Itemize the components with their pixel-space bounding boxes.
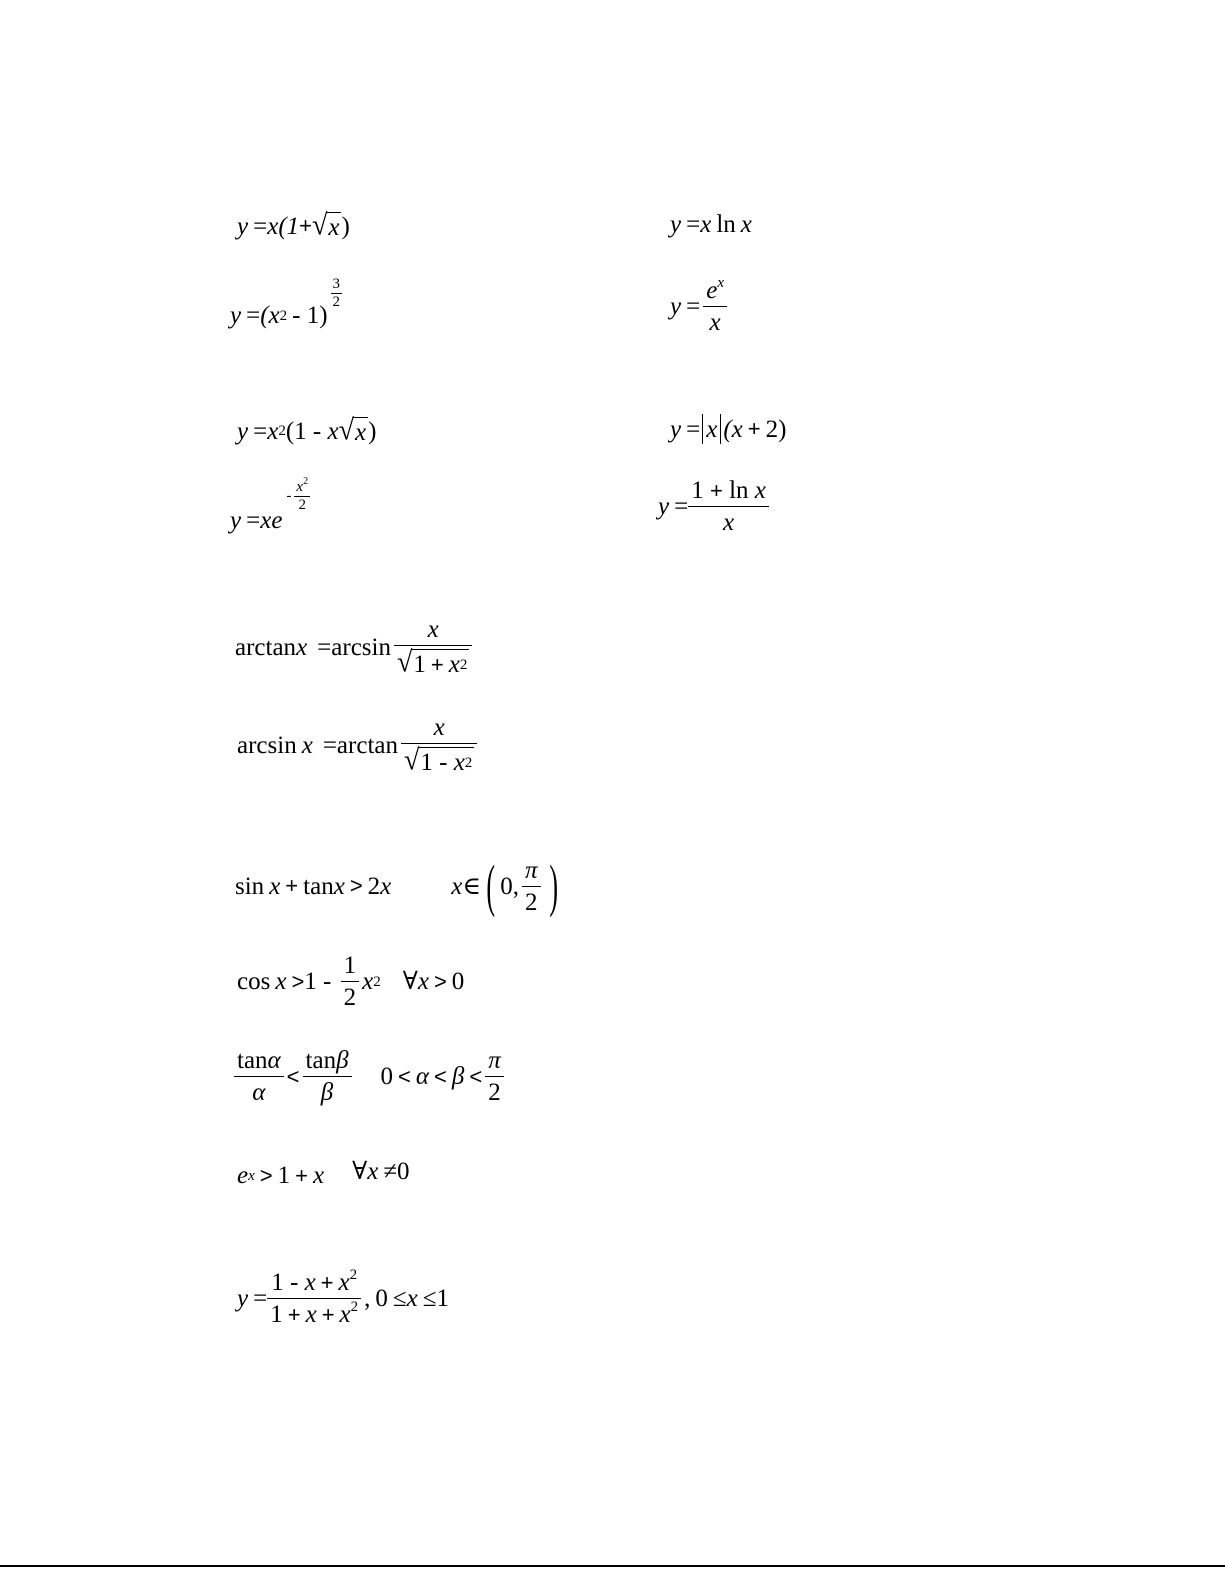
element-of: ∈ bbox=[462, 872, 481, 900]
fraction bbox=[401, 714, 477, 778]
equals-sign: = bbox=[674, 493, 689, 520]
absolute-value: x bbox=[702, 414, 721, 444]
greater-than: > bbox=[433, 968, 447, 994]
fraction-pi-half bbox=[485, 1048, 504, 1105]
var-x: x bbox=[296, 633, 308, 661]
sqrt: √ x bbox=[312, 209, 340, 242]
less-than: < bbox=[469, 1063, 483, 1089]
num-x2: x bbox=[338, 1269, 350, 1296]
arg-x: x bbox=[740, 211, 752, 238]
formula-4 bbox=[670, 274, 730, 336]
mid-term: - 1) bbox=[292, 302, 328, 329]
less-than: < bbox=[398, 1063, 411, 1089]
fn-cos: cos bbox=[237, 968, 271, 995]
two: 2 bbox=[522, 886, 541, 915]
exp-num: x bbox=[296, 479, 304, 495]
greater-than: > bbox=[349, 873, 363, 898]
var-x: x bbox=[275, 968, 287, 995]
paren-close: 2) bbox=[765, 415, 787, 443]
var-y: y bbox=[237, 1285, 249, 1312]
beta-den: β bbox=[303, 1076, 352, 1105]
fn-sin: sin bbox=[235, 872, 265, 900]
var-y: y bbox=[658, 493, 670, 520]
fraction-beta bbox=[303, 1048, 352, 1105]
alpha-den: α bbox=[234, 1076, 284, 1105]
var-x: x bbox=[327, 417, 339, 445]
cond-x: x bbox=[417, 968, 429, 995]
exp-den: 2 bbox=[332, 294, 341, 310]
var-x: x bbox=[700, 211, 712, 238]
var-y: y bbox=[237, 212, 249, 240]
var-y: y bbox=[230, 507, 242, 534]
tan: tan bbox=[305, 1047, 337, 1074]
formula-15 bbox=[237, 1266, 449, 1328]
plus-sign: + bbox=[430, 651, 444, 677]
less-than: < bbox=[434, 1063, 447, 1089]
pi: π bbox=[524, 856, 538, 884]
formula-9 bbox=[235, 616, 475, 680]
term: x(1 bbox=[267, 212, 300, 240]
fraction bbox=[267, 1266, 361, 1328]
num-one-minus: 1 - bbox=[271, 1269, 305, 1296]
plus-sign: + bbox=[320, 1270, 334, 1295]
var-x: x bbox=[301, 731, 313, 759]
fraction bbox=[688, 478, 769, 535]
sqrt: √ 1 + x 2 bbox=[396, 646, 468, 680]
formula-6 bbox=[670, 414, 786, 444]
beta: β bbox=[451, 1063, 465, 1090]
paren-term: (x bbox=[723, 415, 743, 443]
e: e bbox=[237, 1162, 249, 1189]
page-bottom-border bbox=[0, 1565, 1225, 1567]
num-x: x bbox=[304, 1269, 316, 1296]
formula-14: e x > 1 + x ∀ x ≠ 0 bbox=[237, 1158, 410, 1189]
numerator: x bbox=[433, 714, 445, 741]
plus-sign: + bbox=[299, 213, 312, 238]
equals-sign: = bbox=[246, 507, 261, 534]
den-x: x bbox=[305, 1301, 317, 1328]
plus-sign: + bbox=[285, 873, 299, 898]
not-equal: ≠ bbox=[383, 1158, 398, 1185]
close-paren: ) bbox=[368, 417, 377, 445]
formula-12: cos x > 1 - $\frac{1}{2}$ x 2 ∀ x > 0 bbox=[237, 952, 465, 1011]
base-x: x bbox=[267, 417, 279, 445]
formula-13 bbox=[234, 1048, 507, 1105]
num-exp: x bbox=[717, 274, 724, 291]
var-x: x bbox=[362, 968, 374, 995]
zero: 0 bbox=[375, 1285, 388, 1312]
fraction bbox=[703, 274, 727, 336]
exp-minus: - bbox=[286, 488, 292, 504]
rhs-x: x bbox=[380, 872, 392, 900]
equals-sign: = bbox=[322, 731, 337, 759]
denominator: x bbox=[703, 306, 727, 335]
fn-arctan: arctan bbox=[336, 731, 398, 759]
sqrt: √ 1 - x 2 bbox=[403, 744, 473, 778]
equals-sign: = bbox=[253, 212, 268, 240]
cond-x: x bbox=[451, 872, 463, 900]
plus-sign: + bbox=[321, 1302, 335, 1327]
fn-arcsin: arcsin bbox=[237, 731, 297, 759]
formula-7 bbox=[230, 476, 313, 534]
comma: , bbox=[364, 1285, 371, 1312]
sqrt: √ x bbox=[338, 414, 367, 447]
formula-2 bbox=[670, 212, 752, 237]
leq: ≤ bbox=[392, 1285, 407, 1312]
exp-num: 3 bbox=[332, 276, 341, 292]
plus-sign: + bbox=[287, 1302, 301, 1327]
close-paren: ) bbox=[341, 212, 350, 240]
less-than: < bbox=[286, 1063, 300, 1089]
one: 1 bbox=[436, 1285, 449, 1312]
formula-10 bbox=[237, 714, 480, 778]
den-x2: x bbox=[339, 1301, 351, 1328]
fn-tan: tan bbox=[303, 872, 334, 900]
numerator: x bbox=[427, 616, 439, 643]
one: 1 bbox=[277, 1162, 291, 1189]
cond-x: x bbox=[406, 1285, 418, 1312]
zero: 0 bbox=[451, 968, 465, 995]
equals-sign: = bbox=[686, 293, 701, 320]
num-x: x bbox=[754, 477, 766, 504]
radicand: x bbox=[328, 214, 340, 241]
rad-x: x bbox=[448, 651, 460, 679]
formula-5: y = x 2 (1 - x √ x ) bbox=[237, 414, 377, 447]
exp-num-sup: 2 bbox=[303, 476, 309, 487]
equals-sign: = bbox=[253, 1285, 268, 1312]
radicand: x bbox=[354, 419, 367, 446]
zero-comma: 0, bbox=[500, 872, 519, 900]
one-minus: 1 - bbox=[304, 968, 338, 995]
formula-11 bbox=[235, 853, 563, 918]
equals-sign: = bbox=[246, 302, 261, 329]
formula-3: y = (x 2 - 1) $\frac{3}{2}$ bbox=[230, 303, 345, 328]
fraction-exponent bbox=[286, 476, 313, 513]
var-x: x bbox=[269, 872, 281, 900]
greater-than: > bbox=[291, 968, 305, 994]
cond-x: x bbox=[367, 1158, 379, 1185]
plus-sign: + bbox=[747, 416, 761, 441]
alpha: α bbox=[267, 1047, 281, 1074]
fraction bbox=[522, 858, 541, 915]
fraction-alpha bbox=[234, 1048, 284, 1105]
forall: ∀ bbox=[402, 968, 418, 995]
half-den: 2 bbox=[341, 981, 360, 1010]
rad-one-minus: 1 - bbox=[420, 749, 454, 777]
fn-arctan: arctan bbox=[235, 633, 297, 661]
base-xe: xe bbox=[260, 507, 283, 534]
greater-than: > bbox=[259, 1162, 273, 1188]
plus-sign: + bbox=[295, 1162, 308, 1188]
fraction bbox=[394, 616, 472, 680]
equals-sign: = bbox=[686, 211, 701, 238]
den-one: 1 bbox=[270, 1301, 283, 1328]
var-y: y bbox=[670, 211, 682, 238]
var-y: y bbox=[230, 302, 242, 329]
left-paren: ( bbox=[486, 853, 495, 918]
formula-1 bbox=[237, 209, 350, 242]
equals-sign: = bbox=[686, 415, 701, 443]
denominator: x bbox=[688, 506, 769, 535]
half-num: 1 bbox=[343, 952, 357, 979]
right-paren: ) bbox=[548, 853, 558, 918]
forall: ∀ bbox=[352, 1158, 368, 1185]
fraction-half bbox=[341, 953, 360, 1010]
var-y: y bbox=[237, 417, 249, 445]
den-square: 2 bbox=[350, 1298, 359, 1315]
rad-one: 1 bbox=[413, 651, 426, 679]
exp-den: 2 bbox=[294, 496, 310, 513]
fraction-exponent bbox=[328, 277, 346, 310]
rad-x: x bbox=[453, 749, 465, 777]
var-y: y bbox=[670, 415, 682, 443]
num-e: e bbox=[706, 277, 718, 304]
num-one: 1 bbox=[691, 477, 704, 504]
var-x: x bbox=[333, 872, 345, 900]
beta: β bbox=[336, 1047, 349, 1074]
fn-ln: ln bbox=[716, 211, 736, 238]
pi: π bbox=[488, 1047, 501, 1074]
num-ln: ln bbox=[729, 477, 749, 504]
zero: 0 bbox=[397, 1158, 410, 1185]
fn-arcsin: arcsin bbox=[331, 633, 391, 661]
var-x: x bbox=[313, 1162, 325, 1189]
tan: tan bbox=[237, 1047, 268, 1074]
alpha: α bbox=[415, 1063, 430, 1090]
equals-sign: = bbox=[253, 417, 268, 445]
rhs-two: 2 bbox=[367, 872, 381, 900]
plus-sign: + bbox=[709, 478, 723, 503]
num-square: 2 bbox=[349, 1266, 358, 1283]
var-y: y bbox=[670, 293, 682, 320]
two: 2 bbox=[485, 1076, 504, 1105]
formula-8 bbox=[658, 478, 772, 535]
open-term: (x bbox=[260, 302, 280, 329]
leq: ≤ bbox=[422, 1285, 437, 1312]
paren-term: (1 - bbox=[285, 417, 328, 445]
equals-sign: = bbox=[317, 633, 332, 661]
zero: 0 bbox=[380, 1063, 394, 1090]
